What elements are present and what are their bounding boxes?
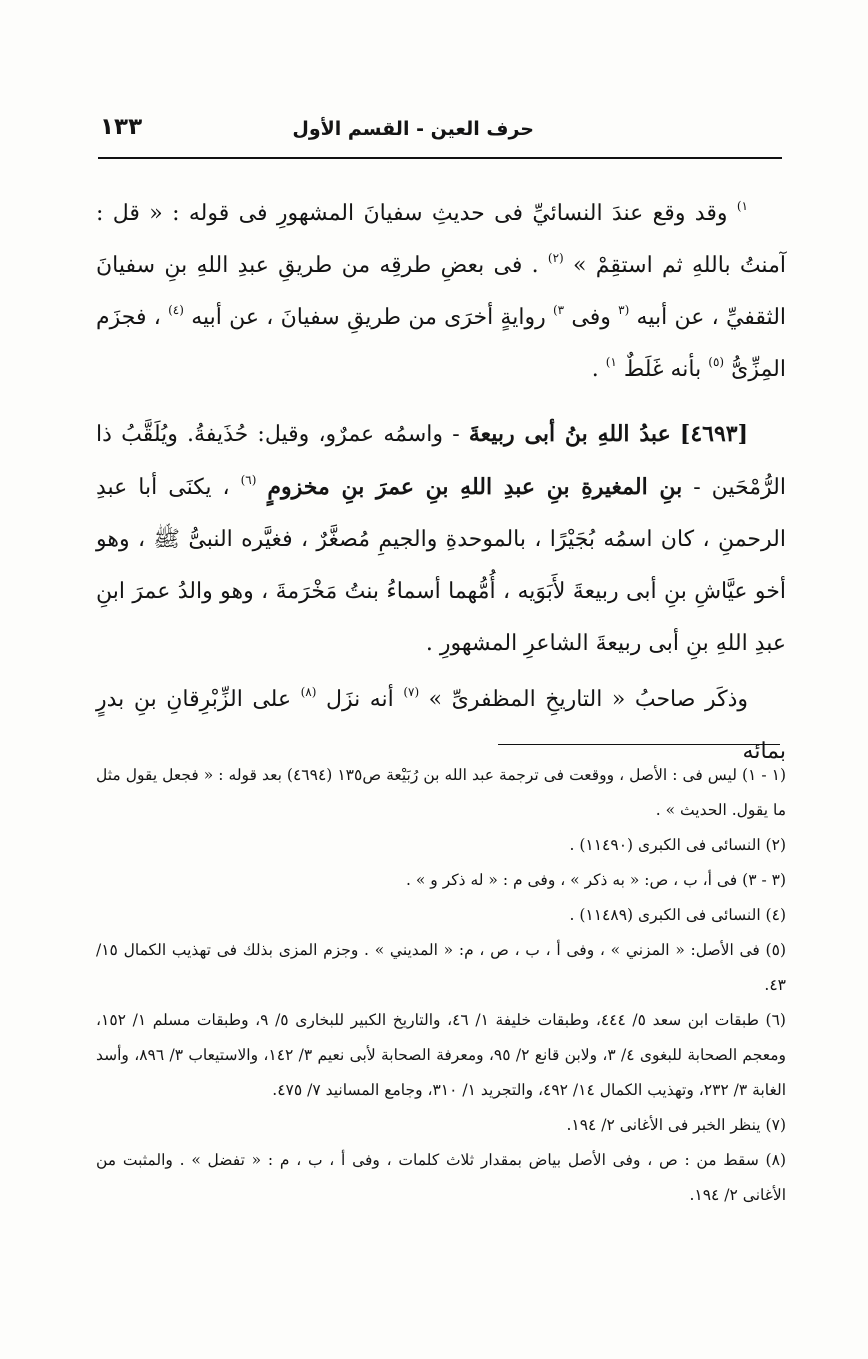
header-rule bbox=[98, 157, 782, 159]
paragraph-text: وذكَر صاحبُ « التاريخِ المظفرىِّ » bbox=[428, 687, 749, 712]
paragraph-text: روايةٍ أخرَى من طريقِ سفيانَ ، عن أبيه bbox=[191, 305, 546, 330]
paragraph-text: ، يكنَى أبا عبدِ الرحمنِ ، كان اسمُه بُجَيْرًا ، بالموحدةِ والجيمِ مُصغَّرٌ ، فغيَّره النبىُّ ﷺ ، وهو أخو عيَّاشِ بنِ أبى ربيعةَ لأَبَوَيه ، أُمُّهما أسماءُ بنتُ مَخْرَمةَ ، وهو والدُ عمرَ ابنِ عبدِ اللهِ بنِ أبى ربيعةَ الشاعرِ المشهورِ . bbox=[96, 475, 786, 656]
footnote: (٣ - ٣) فى أ، ب ، ص: « به ذكر » ، وفى م : « له ذكر و » . bbox=[406, 871, 786, 889]
paragraph-text: وقد وقع عندَ النسائيِّ فى حديثِ سفيانَ المشهورِ فى قوله : « قل : آمنتُ باللهِ ثم استقِمْ » bbox=[96, 201, 786, 278]
footnote-marker: (٧) bbox=[403, 685, 420, 699]
entry-lineage: بنِ المغيرةِ بنِ عبدِ اللهِ بنِ عمرَ بنِ مخزومٍ bbox=[267, 474, 683, 500]
paragraph-text: وفى bbox=[571, 305, 611, 330]
footnote-marker: (٤) bbox=[168, 303, 184, 317]
paragraph-text: بأنه غَلَطٌ bbox=[623, 357, 702, 382]
page-number: ١٣٣ bbox=[100, 114, 143, 140]
footnote: (٨) سقط من : ص ، وفى الأصل بياض بمقدار ثلاث كلمات ، وفى أ ، ب ، م : « تفضل » . والمثبت من الأغانى ٢/ ١٩٤. bbox=[96, 1151, 786, 1204]
footnote: (٦) طبقات ابن سعد ٥/ ٤٤٤، وطبقات خليفة ١/ ٤٦، والتاريخ الكبير للبخارى ٥/ ٩، وطبقات مسلم ١/ ١٥٢، ومعجم الصحابة للبغوى ٤/ ٣، ولابن قانع ٢/ ٩٥، ومعرفة الصحابة لأبى نعيم ٣/ ١٤٢، والاستيعاب ٣/ ٨٩٦، وأسد الغابة ٣/ ٢٣٢، وتهذيب الكمال ١٤/ ٤٩٢، والتجريد ١/ ٣١٠، وجامع المسانيد ٧/ ٤٧٥. bbox=[96, 1011, 787, 1099]
paragraph-text: . فى بعضِ طرقِه من طريقِ عبدِ اللهِ بنِ سفيانَ الثقفيِّ ، عن أبيه bbox=[96, 253, 787, 330]
paragraph-text: - واسمُه عمرٌو، وقيل: حُذَيفةُ. ويُلَقَّبُ ذا الرُّمْحَين - bbox=[96, 422, 786, 500]
footnote-marker: ٣) bbox=[552, 303, 565, 317]
footnote: (٧) ينظر الخبر فى الأغانى ٢/ ١٩٤. bbox=[566, 1116, 786, 1134]
footnote-marker: ١) bbox=[605, 355, 617, 369]
main-text bbox=[96, 188, 786, 778]
footnote: (٢) النسائى فى الكبرى (١١٤٩٠) . bbox=[569, 836, 786, 854]
footnote-marker: (٨) bbox=[300, 685, 317, 699]
paragraph-text: ، فجزَم المِزِّىُّ bbox=[96, 305, 786, 382]
footnote-marker: (٥) bbox=[708, 355, 725, 369]
footnote-marker: (٦) bbox=[240, 473, 257, 487]
paragraph-text: أنه نزَل bbox=[325, 687, 394, 712]
paragraph-text: على الزِّبْرِقانِ بنِ بدرٍ بمائه bbox=[96, 687, 786, 764]
footnote-marker: ١) bbox=[736, 199, 748, 213]
footnote: (١ - ١) ليس فى : الأصل ، ووقعت فى ترجمة عبد الله بن رُبَيْعة ص١٣٥ (٤٦٩٤) بعد قوله : « فجعل يقول مثل ما يقول. الحديث » . bbox=[96, 766, 786, 819]
entry-paragraph bbox=[96, 408, 786, 670]
paragraph-text: . bbox=[591, 357, 599, 382]
footnote-marker: (٢) bbox=[547, 251, 564, 265]
page-header bbox=[100, 112, 782, 150]
entry-name: عبدُ اللهِ بنُ أبى ربيعةَ bbox=[468, 421, 671, 447]
footnote: (٤) النسائى فى الكبرى (١١٤٨٩) . bbox=[569, 906, 786, 924]
footnotes bbox=[96, 758, 786, 1213]
entry-number: [٤٦٩٣] bbox=[679, 421, 748, 447]
footnote-marker: (٣ bbox=[618, 303, 630, 317]
footnote: (٥) فى الأصل: « المزني » ، وفى أ ، ب ، ص ، م: « المديني » . وجزم المزى بذلك فى تهذيب الكمال ١٥/ ٤٣. bbox=[96, 941, 786, 994]
footnote-rule bbox=[498, 744, 780, 745]
running-title: حرف العين - القسم الأول bbox=[292, 118, 534, 140]
paragraph-opening bbox=[96, 188, 786, 396]
